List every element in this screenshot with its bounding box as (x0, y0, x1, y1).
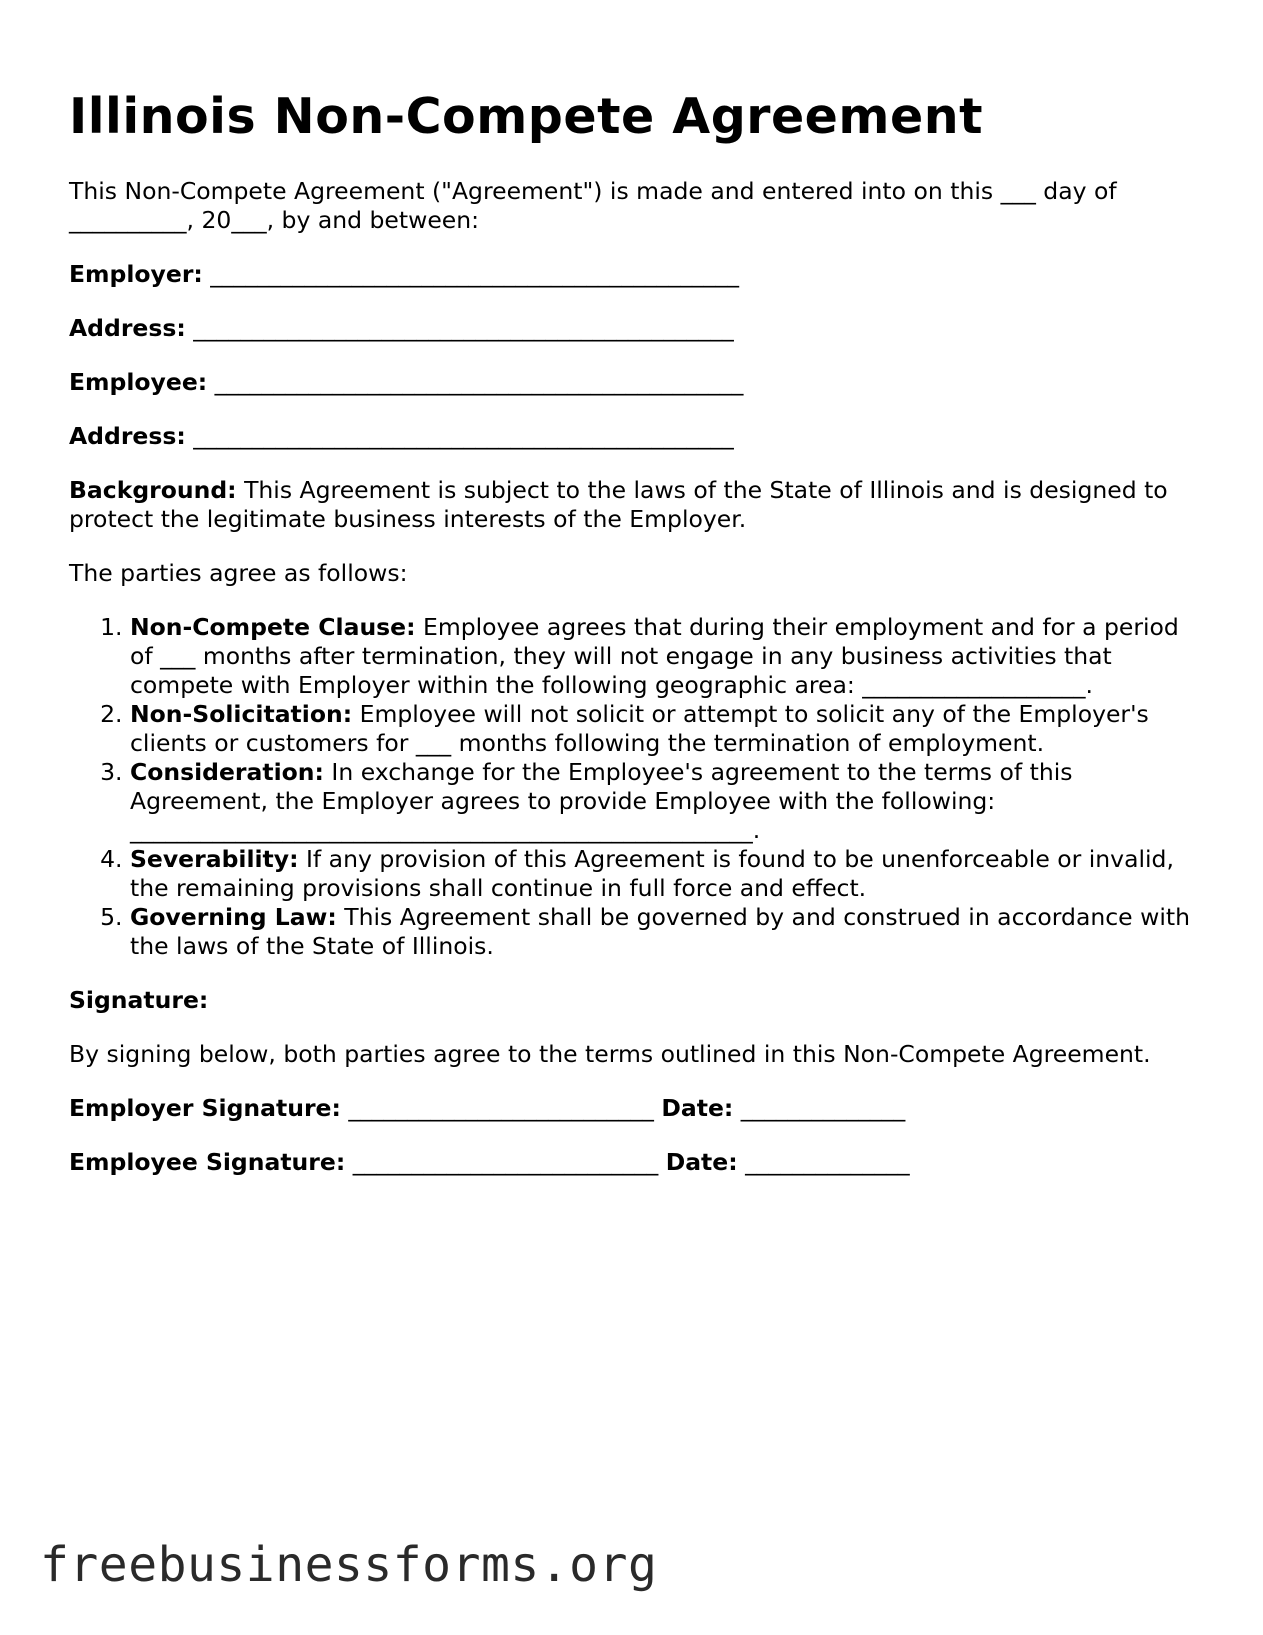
employer-address-field (69, 314, 1199, 343)
signature-line: __________________________ (352, 1148, 659, 1176)
date-label: Date: (661, 1094, 734, 1122)
clause-label: Consideration: (130, 758, 324, 786)
signature-label: Employee Signature: (69, 1148, 346, 1176)
signature-paragraph: By signing below, both parties agree to the terms outlined in this Non-Compete Agreement. (69, 1040, 1151, 1068)
employer-signature-row (69, 1094, 1199, 1123)
signature-heading (69, 986, 1199, 1015)
watermark: freebusinessforms.org (40, 1537, 658, 1593)
employer-field (69, 260, 1199, 289)
field-label: Employee: (69, 368, 208, 396)
clauses-list (69, 613, 1199, 961)
clause-text: In exchange for the Employee's agreement to the terms of this Agreement, the Employer agrees to provide Employee with the following: _____________________________________________________. (130, 758, 1073, 844)
signature-heading-text: Signature: (69, 986, 209, 1014)
clause-text: If any provision of this Agreement is found to be unenforceable or invalid, the remaining provisions shall continue in full force and effect. (130, 845, 1174, 902)
clause-label: Governing Law: (130, 903, 337, 931)
date-line: ______________ (740, 1094, 906, 1122)
field-label: Address: (69, 314, 186, 342)
document-page (69, 82, 1199, 1202)
clause-text: Employee agrees that during their employment and for a period of ___ months after termination, they will not engage in any business activities that compete with Employer within the following geographic area: ___________________. (130, 613, 1179, 699)
clause-label: Non-Solicitation: (130, 700, 353, 728)
clause-item (130, 845, 1199, 903)
date-line: ______________ (745, 1148, 910, 1176)
background-text: This Agreement is subject to the laws of the State of Illinois and is designed to protect the legitimate business interests of the Employer. (69, 476, 1168, 533)
signature-label: Employer Signature: (69, 1094, 341, 1122)
clause-item (130, 700, 1199, 758)
clause-text: This Agreement shall be governed by and construed in accordance with the laws of the State of Illinois. (130, 903, 1190, 960)
clause-item (130, 758, 1199, 845)
background-label: Background: (69, 476, 237, 504)
parties-agree-text: The parties agree as follows: (69, 559, 408, 587)
field-label: Employer: (69, 260, 203, 288)
clause-item (130, 903, 1199, 961)
background-paragraph (69, 476, 1199, 534)
employee-field (69, 368, 1199, 397)
signature-line: __________________________ (348, 1094, 654, 1122)
clause-label: Severability: (130, 845, 299, 873)
date-label: Date: (665, 1148, 738, 1176)
intro-paragraph: This Non-Compete Agreement ("Agreement") is made and entered into on this ___ day of __________, 20___, by and between: (69, 177, 1117, 234)
field-label: Address: (69, 422, 186, 450)
employee-signature-row (69, 1148, 1199, 1177)
employee-address-field (69, 422, 1199, 451)
blank-line: _____________________________________________ (210, 260, 740, 288)
blank-line: _____________________________________________ (214, 368, 744, 396)
clause-text: Employee will not solicit or attempt to solicit any of the Employer's clients or customers for ___ months following the termination of employment. (130, 700, 1149, 757)
clause-label: Non-Compete Clause: (130, 613, 416, 641)
clause-item (130, 613, 1199, 700)
blank-line: ______________________________________________ (193, 422, 734, 450)
page-title: Illinois Non-Compete Agreement (69, 88, 984, 145)
blank-line: ______________________________________________ (193, 314, 734, 342)
